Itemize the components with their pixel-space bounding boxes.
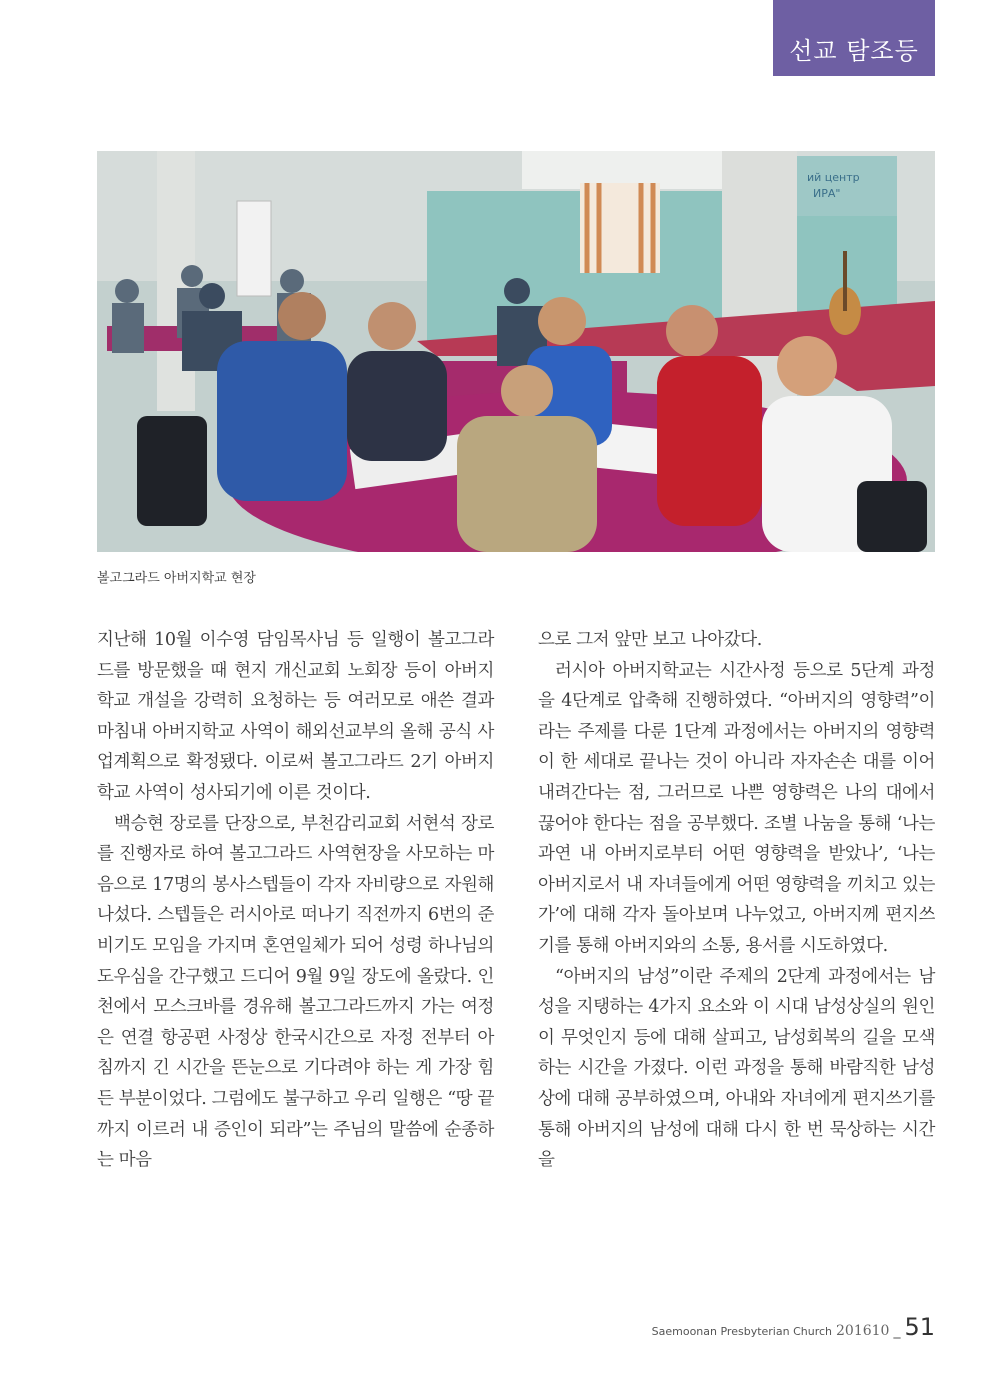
page-footer — [652, 1313, 935, 1341]
footer-separator: _ — [893, 1323, 901, 1339]
article-column-right — [538, 625, 935, 1176]
paragraph: 러시아 아버지학교는 시간사정 등으로 5단계 과정을 4단계로 압축해 진행하였다. “아버지의 영향력”이라는 주제를 다룬 1단계 과정에서는 아버지의 영향력이 한 세대로 끝나는 것이 아니라 자자손손 대를 이어 내려간다는 점, 그러므로 나쁜 영향력은 나의 대에서 끊어야 한다는 점을 공부했다. 조별 나눔을 통해 ‘나는 과연 내 아버지로부터 어떤 영향력을 받았나’, ‘나는 아버지로서 내 자녀들에게 어떤 영향력을 끼치고 있는가’에 대해 각자 돌아보며 나누었고, 아버지께 편지쓰기를 통해 아버지와의 소통, 용서를 시도하였다. — [538, 660, 935, 956]
paragraph: “아버지의 남성”이란 주제의 2단계 과정에서는 남성을 지탱하는 4가지 요소와 이 시대 남성상실의 원인이 무엇인지 등에 대해 살피고, 남성회복의 길을 모색하는 시간을 가졌다. 이런 과정을 통해 바람직한 남성상에 대해 공부하였으며, 아내와 자녀에게 편지쓰기를 통해 아버지의 남성에 대해 다시 한 번 묵상하는 시간을 — [538, 966, 935, 1171]
sign-text-1: ий центр — [807, 171, 860, 184]
section-tag: 선교 탐조등 — [773, 0, 935, 76]
paragraph: 지난해 10월 이수영 담임목사님 등 일행이 볼고그라드를 방문했을 때 현지 개신교회 노회장 등이 아버지학교 개설을 강력히 요청하는 등 여러모로 애쓴 결과 마침내 아버지학교 사역이 해외선교부의 올해 공식 사업계획으로 확정됐다. 이로써 볼고그라드 2기 아버지학교 사역이 성사되기에 이른 것이다. — [97, 630, 494, 803]
page-number: 51 — [904, 1313, 935, 1341]
sign-text-2: ИРА" — [813, 187, 841, 200]
footer-issue: 201610 — [836, 1323, 890, 1339]
group-meeting-photo — [97, 151, 935, 552]
article-column-left — [97, 625, 494, 1176]
paragraph: 으로 그저 앞만 보고 나아갔다. — [538, 630, 762, 650]
photo-caption: 볼고그라드 아버지학교 현장 — [97, 571, 256, 586]
paragraph: 백승현 장로를 단장으로, 부천감리교회 서현석 장로를 진행자로 하여 볼고그라드 사역현장을 사모하는 마음으로 17명의 봉사스텝들이 각자 자비량으로 자원해 나섰다. 스텝들은 러시아로 떠나기 직전까지 6번의 준비기도 모임을 가지며 혼연일체가 되어 성령 하나님의 도우심을 간구했고 드디어 9월 9일 장도에 올랐다. 인천에서 모스크바를 경유해 볼고그라드까지 가는 여정은 연결 항공편 사정상 한국시간으로 자정 전부터 아침까지 긴 시간을 뜬눈으로 기다려야 하는 게 가장 힘든 부분이었다. 그럼에도 불구하고 우리 일행은 “땅 끝까지 이르러 내 증인이 되라”는 주님의 말씀에 순종하는 마음 — [97, 813, 494, 1171]
footer-church-name: Saemoonan Presbyterian Church — [651, 1325, 832, 1338]
